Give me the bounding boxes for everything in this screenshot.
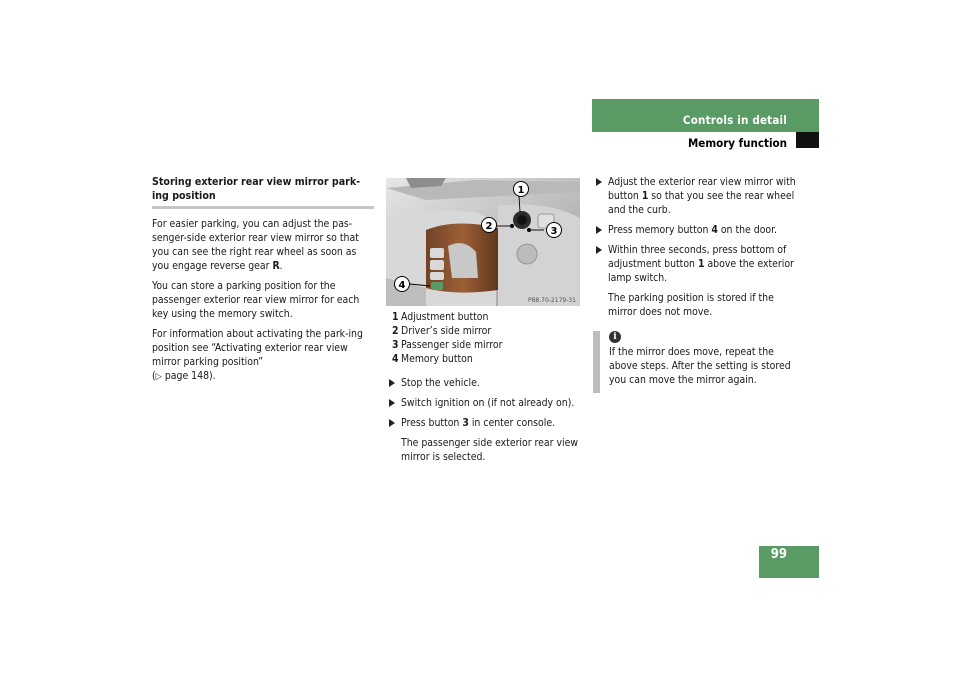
legend-item: 1 Adjustment button (392, 311, 489, 323)
svg-text:1: 1 (517, 185, 525, 196)
bullet-arrow-icon (389, 379, 395, 387)
page-number-box (759, 546, 819, 578)
note-bar (593, 331, 600, 393)
middle-column (386, 178, 580, 470)
subsection-title: Memory function (688, 136, 787, 150)
bullet-arrow-icon (389, 419, 395, 427)
bullet-arrow-icon (596, 246, 602, 254)
svg-text:2: 2 (485, 221, 493, 232)
step-item: Adjust the exterior rear view mirror with button 1 so that you see the rear wheel and the curb. (593, 175, 799, 217)
page-reference-link[interactable]: page 148). (164, 370, 216, 382)
legend-item: 3 Passenger side mirror (392, 339, 503, 351)
right-column (593, 175, 799, 387)
legend-item: 2 Driver’s side mirror (392, 325, 492, 337)
step-item: Switch ignition on (if not already on). (386, 396, 580, 410)
step-result-text: The passenger side exterior rear view mirror is selected. (401, 437, 578, 463)
section-heading: Storing exterior rear view mirror park-ing position (152, 175, 374, 209)
step-item: Press memory button 4 on the door. (593, 223, 799, 237)
bullet-arrow-icon (596, 178, 602, 186)
section-title: Controls in detail (682, 113, 787, 127)
info-icon: i (609, 331, 621, 343)
step-item: Within three seconds, press bottom of adjustment button 1 above the exterior lamp switch. (593, 243, 799, 285)
svg-text:4: 4 (398, 280, 406, 291)
note-text: If the mirror does move, repeat the above steps. After the setting is stored you can move the mirror again. (609, 346, 791, 386)
page-ref-arrow-icon: ▷ (155, 372, 162, 382)
figure-callout-1 (514, 182, 529, 197)
svg-text:3: 3 (550, 226, 558, 237)
step-item: Stop the vehicle. (386, 376, 580, 390)
bullet-arrow-icon (596, 226, 602, 234)
info-note (593, 331, 805, 387)
header-tab-marker (796, 132, 819, 148)
left-column (152, 175, 374, 390)
page-number: 99 (770, 547, 787, 562)
figure-callout-2 (482, 218, 497, 233)
gear-label: R (272, 260, 280, 272)
figure-legend (392, 310, 580, 366)
door-panel-illustration (386, 178, 580, 306)
bullet-arrow-icon (389, 399, 395, 407)
step-item: Press button 3 in center console. (386, 416, 580, 430)
paragraph-intro: For easier parking, you can adjust the pas-senger-side exterior rear view mirror so that you can see the right rear wheel as soon as you engage reverse gear R. (152, 218, 359, 272)
door-panel-figure (386, 178, 580, 306)
step-result-text: The parking position is stored if the mirror does not move. (608, 292, 774, 318)
figure-callout-4 (395, 277, 410, 292)
paragraph-memory: You can store a parking position for the passenger exterior rear view mirror for each key using the memory switch. (152, 280, 360, 320)
legend-item: 4 Memory button (392, 353, 473, 365)
figure-code: P88.70-2179-31 (527, 297, 576, 304)
figure-callout-3 (547, 223, 562, 238)
paragraph-reference: For information about activating the park-ing position see “Activating exterior rear view mirror parking position” (▷ page 148). (152, 328, 363, 382)
